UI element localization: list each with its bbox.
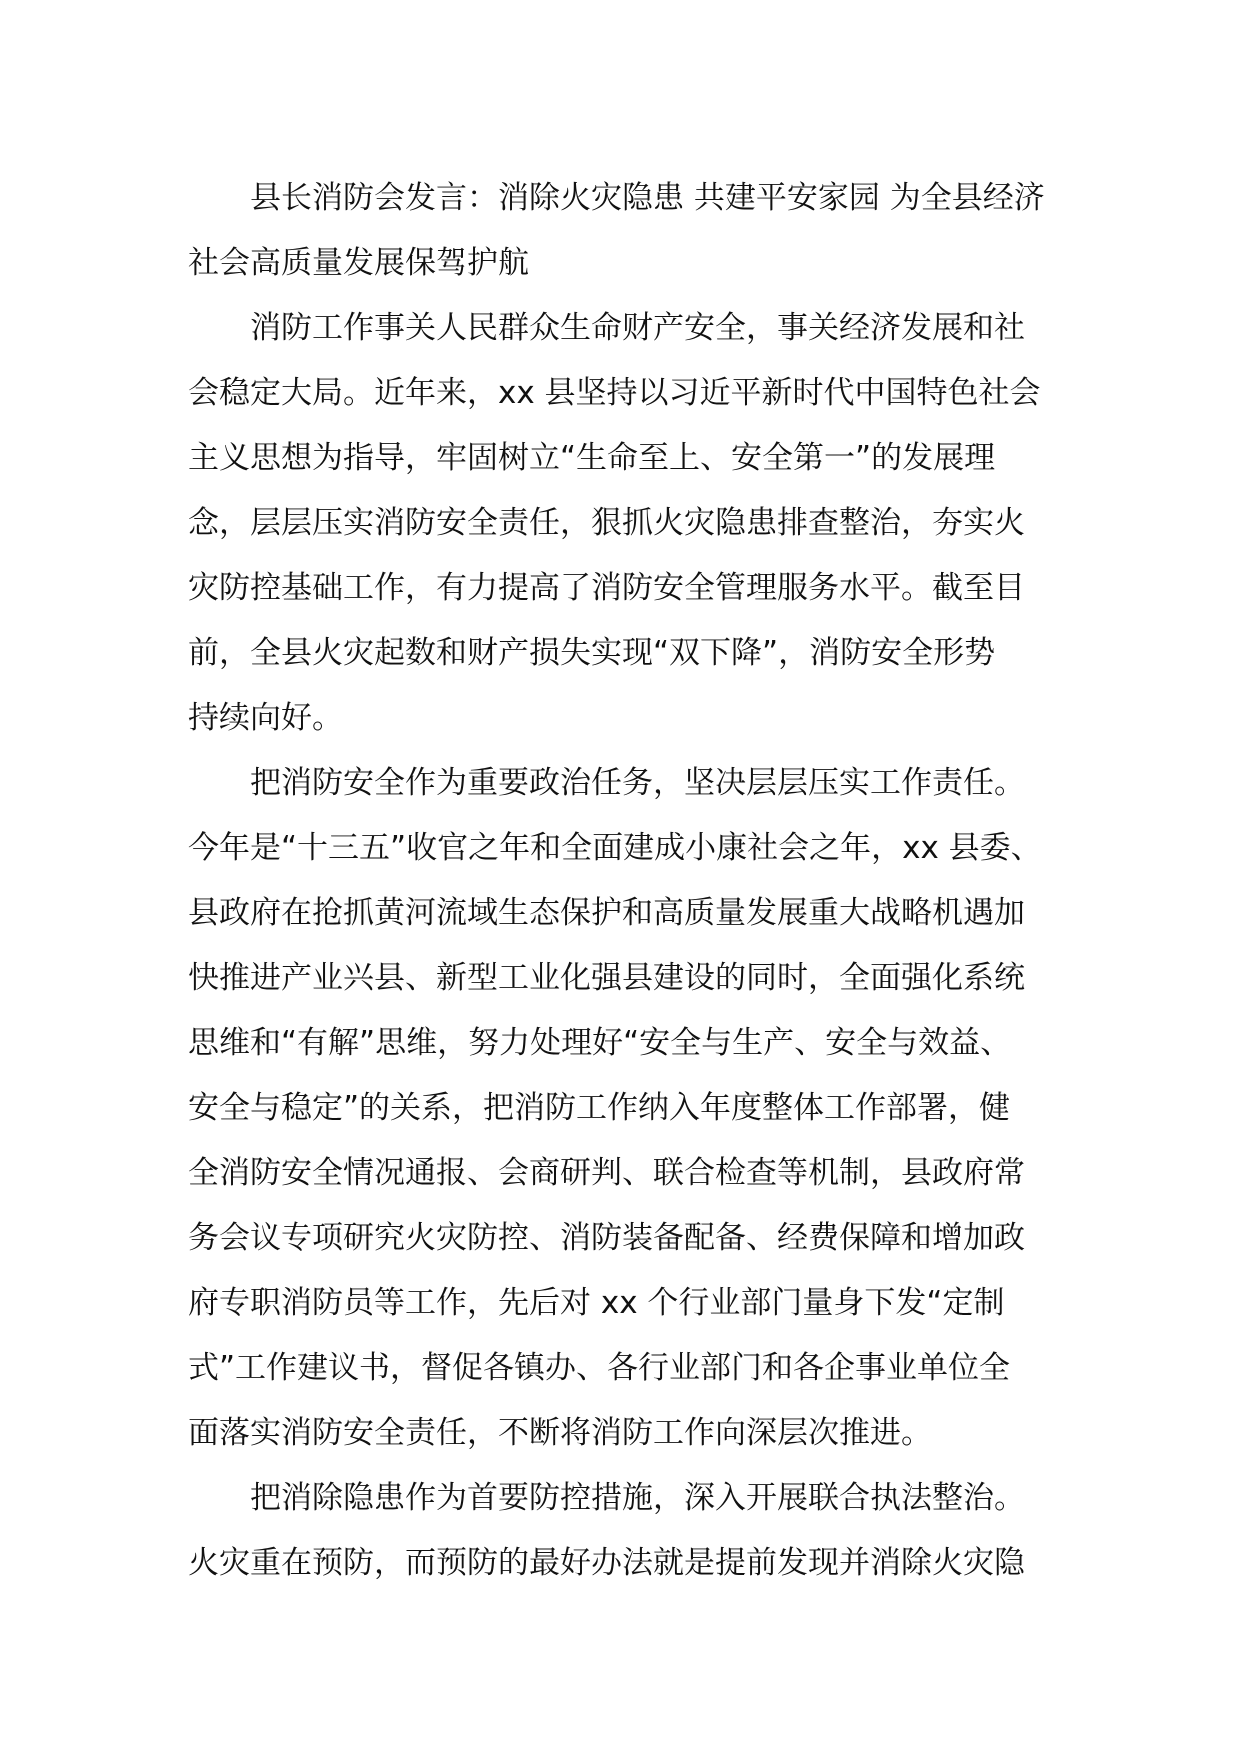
paragraph-line: 式”工作建议书，督促各镇办、各行业部门和各企事业单位全 bbox=[188, 1350, 1011, 1386]
paragraph-line: 念，层层压实消防安全责任，狠抓火灾隐患排查整治，夯实火 bbox=[188, 505, 1025, 541]
paragraph-1 bbox=[188, 296, 1068, 751]
document-title bbox=[188, 166, 1068, 296]
paragraph-line: 把消除隐患作为首要防控措施，深入开展联合执法整治。 bbox=[250, 1480, 1025, 1516]
paragraph-line: 思维和“有解”思维，努力处理好“安全与生产、安全与效益、 bbox=[188, 1025, 1012, 1061]
paragraph-line: 今年是“十三五”收官之年和全面建成小康社会之年，xx 县委、 bbox=[188, 830, 1042, 866]
paragraph-line: 主义思想为指导，牢固树立“生命至上、安全第一”的发展理 bbox=[188, 440, 996, 476]
paragraph-line: 把消防安全作为重要政治任务，坚决层层压实工作责任。 bbox=[250, 765, 1025, 801]
paragraph-3 bbox=[188, 1466, 1068, 1596]
paragraph-line: 面落实消防安全责任，不断将消防工作向深层次推进。 bbox=[188, 1415, 932, 1451]
paragraph-2 bbox=[188, 751, 1068, 1466]
paragraph-line: 府专职消防员等工作，先后对 xx 个行业部门量身下发“定制 bbox=[188, 1285, 1005, 1321]
paragraph-line: 灾防控基础工作，有力提高了消防安全管理服务水平。截至目 bbox=[188, 570, 1025, 606]
paragraph-line: 务会议专项研究火灾防控、消防装备配备、经费保障和增加政 bbox=[188, 1220, 1025, 1256]
title-line: 社会高质量发展保驾护航 bbox=[188, 245, 529, 281]
document-body bbox=[188, 166, 1068, 1596]
paragraph-line: 会稳定大局。近年来，xx 县坚持以习近平新时代中国特色社会 bbox=[188, 375, 1041, 411]
title-line: 县长消防会发言：消除火灾隐患 共建平安家园 为全县经济 bbox=[250, 180, 1045, 216]
paragraph-line: 火灾重在预防，而预防的最好办法就是提前发现并消除火灾隐 bbox=[188, 1545, 1025, 1581]
paragraph-line: 消防工作事关人民群众生命财产安全，事关经济发展和社 bbox=[250, 310, 1025, 346]
paragraph-line: 前，全县火灾起数和财产损失实现“双下降”，消防安全形势 bbox=[188, 635, 996, 671]
paragraph-line: 安全与稳定”的关系，把消防工作纳入年度整体工作部署，健 bbox=[188, 1090, 1011, 1126]
paragraph-line: 县政府在抢抓黄河流域生态保护和高质量发展重大战略机遇加 bbox=[188, 895, 1025, 931]
paragraph-line: 全消防安全情况通报、会商研判、联合检查等机制，县政府常 bbox=[188, 1155, 1025, 1191]
paragraph-line: 快推进产业兴县、新型工业化强县建设的同时，全面强化系统 bbox=[188, 960, 1025, 996]
paragraph-line: 持续向好。 bbox=[188, 700, 343, 736]
